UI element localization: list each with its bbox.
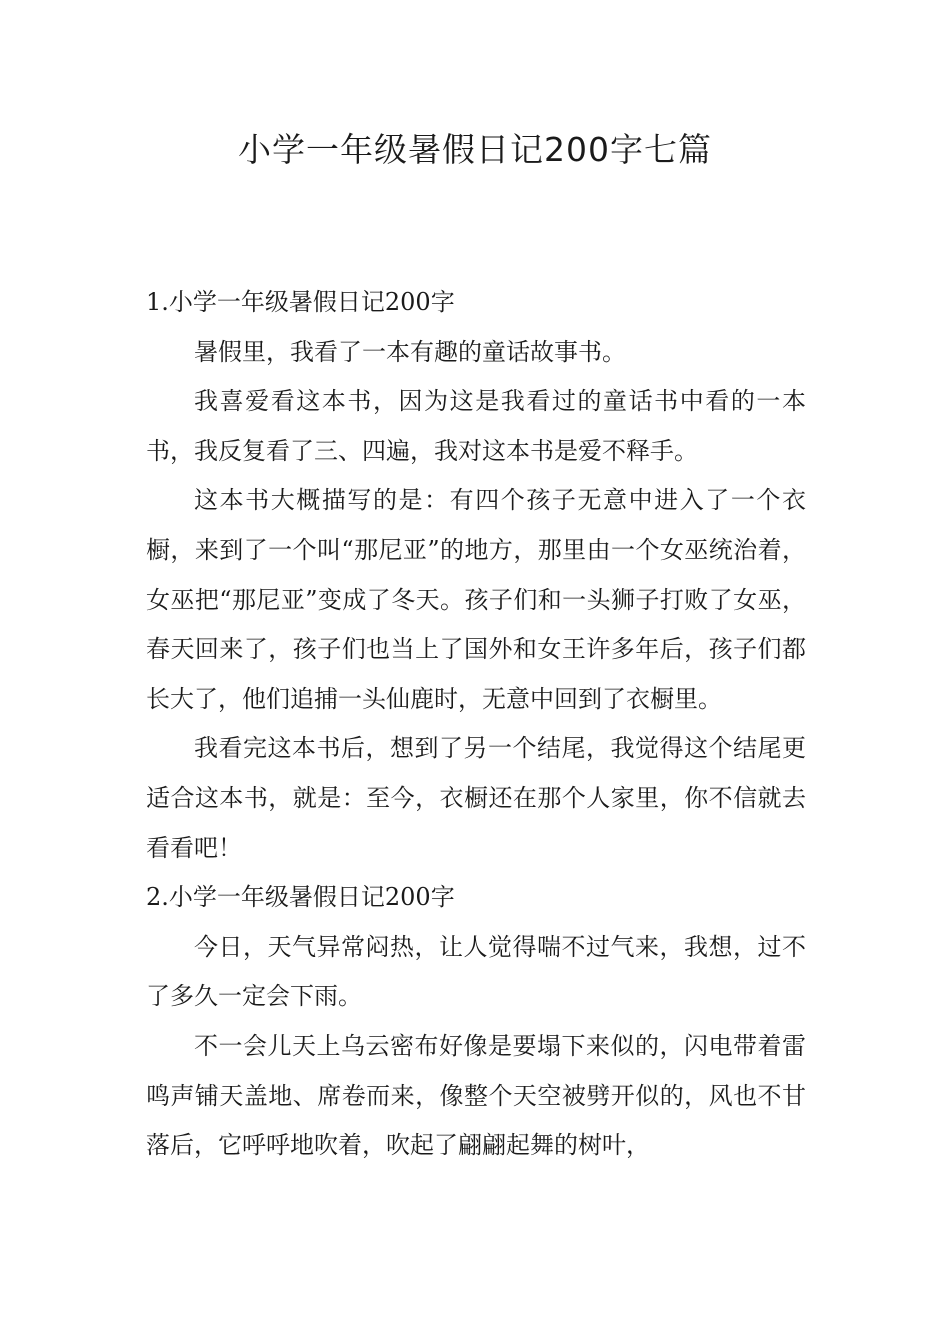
paragraph: 今日，天气异常闷热，让人觉得喘不过气来，我想，过不了多久一定会下雨。	[146, 932, 806, 1011]
paragraph: 不一会儿天上乌云密布好像是要塌下来似的，闪电带着雷鸣声铺天盖地、席卷而来，像整个天空被劈开似的，风也不甘落后，它呼呼地吹着，吹起了翩翩起舞的树叶，	[146, 1031, 806, 1160]
diary-section-1	[146, 278, 806, 873]
paragraph: 我看完这本书后，想到了另一个结尾，我觉得这个结尾更适合这本书，就是：至今，衣橱还在那个人家里，你不信就去看看吧！	[146, 734, 806, 862]
diary-section-2	[146, 873, 806, 1171]
paragraph: 这本书大概描写的是：有四个孩子无意中进入了一个衣橱，来到了一个叫“那尼亚”的地方，那里由一个女巫统治着，女巫把“那尼亚”变成了冬天。孩子们和一头狮子打败了女巫，春天回来了，孩子们也当上了国外和女王许多年后，孩子们都长大了，他们追捕一头仙鹿时，无意中回到了衣橱里。	[146, 486, 806, 713]
paragraph: 我喜爱看这本书，因为这是我看过的童话书中看的一本书，我反复看了三、四遍，我对这本书是爱不释手。	[146, 387, 806, 465]
paragraph: 暑假里，我看了一本有趣的童话故事书。	[194, 337, 626, 366]
section-heading: 1.小学一年级暑假日记200字	[146, 288, 455, 316]
section-heading: 2.小学一年级暑假日记200字	[146, 883, 455, 912]
document-title: 小学一年级暑假日记200字七篇	[238, 130, 712, 169]
document-body	[146, 278, 806, 1171]
